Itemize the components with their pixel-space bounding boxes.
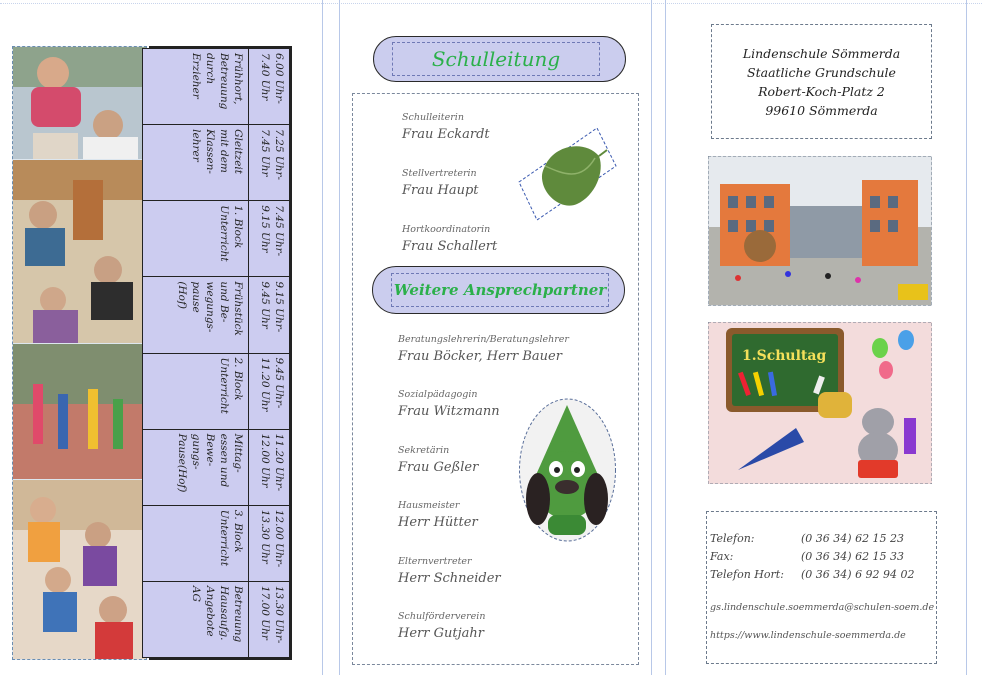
contact-label: Fax: bbox=[710, 550, 734, 563]
school-photo-strip bbox=[12, 46, 147, 660]
daily-schedule-table bbox=[149, 46, 292, 660]
street-address: Robert-Koch-Platz 2 bbox=[758, 83, 885, 99]
schedule-activity: Frühstück und Be- wegungs- pause (Hof) bbox=[143, 277, 249, 353]
person-name: Herr Gutjahr bbox=[398, 626, 484, 641]
schedule-time: 6.00 Uhr- 7.40 Uhr bbox=[249, 49, 290, 125]
school-name: Lindenschule Sömmerda bbox=[742, 45, 901, 61]
role-label: Elternvertreter bbox=[398, 556, 472, 567]
school-type: Staatliche Grundschule bbox=[747, 64, 896, 80]
schedule-activity: 1. Block Unterricht bbox=[143, 201, 249, 277]
schedule-time: 7.45 Uhr- 9.15 Uhr bbox=[249, 201, 290, 277]
schedule-time: 9.15 Uhr- 9.45 Uhr bbox=[249, 277, 290, 353]
website-url[interactable]: https://www.lindenschule-soemmerda.de bbox=[710, 630, 906, 641]
email-address[interactable]: gs.lindenschule.soemmerda@schulen-soem.de bbox=[710, 602, 935, 613]
person-name: Frau Schallert bbox=[402, 239, 498, 254]
postal-city: 99610 Sömmerda bbox=[765, 102, 878, 118]
contact-label: Telefon: bbox=[710, 532, 755, 545]
first-school-day-illustration bbox=[708, 322, 932, 484]
top-margin-guide bbox=[0, 3, 982, 4]
role-label: Sozialpädagogin bbox=[398, 389, 478, 400]
school-building-photo bbox=[708, 156, 932, 306]
person-name: Frau Haupt bbox=[402, 183, 479, 198]
column-guide bbox=[651, 0, 652, 675]
weitere-heading bbox=[372, 266, 625, 314]
photo-autumn-walk bbox=[13, 344, 146, 479]
schedule-activity: Frühhort, Betreuung durch Erzieher bbox=[143, 49, 249, 125]
mascot-image bbox=[518, 397, 617, 543]
fax-number: (0 36 34) 62 15 33 bbox=[801, 550, 905, 563]
person-name: Frau Böcker, Herr Bauer bbox=[398, 349, 562, 364]
school-address bbox=[711, 24, 932, 139]
schedule-time: 7.25 Uhr- 7.45 Uhr bbox=[249, 125, 290, 201]
schedule-time: 12.00 Uhr- 13.30 Uhr bbox=[249, 505, 290, 581]
schedule-time: 11.20 Uhr- 12.00 Uhr bbox=[249, 429, 290, 505]
contact-row bbox=[710, 568, 915, 581]
schulleitung-heading bbox=[373, 36, 626, 82]
photo-children-costumes bbox=[13, 480, 146, 659]
role-label: Beratungslehrerin/Beratungslehrer bbox=[398, 334, 569, 345]
contact-row bbox=[710, 532, 905, 545]
person-name: Frau Geßler bbox=[398, 460, 479, 475]
person-name: Frau Witzmann bbox=[398, 404, 500, 419]
schedule-activity: Gleitzeit mit dem Klassen- lehrer bbox=[143, 125, 249, 201]
role-label: Hausmeister bbox=[398, 500, 460, 511]
role-label: Hortkoordinatorin bbox=[402, 224, 491, 235]
weitere-title: Weitere Ansprechpartner bbox=[391, 273, 609, 307]
person-name: Herr Hütter bbox=[398, 515, 478, 530]
schedule-time: 13.30 Uhr- 17.00 Uhr bbox=[249, 581, 290, 657]
schulleitung-title: Schulleitung bbox=[392, 42, 600, 76]
column-guide bbox=[322, 0, 323, 675]
column-guide bbox=[665, 0, 666, 675]
role-label: Stellvertreterin bbox=[402, 168, 477, 179]
contact-row bbox=[710, 550, 905, 563]
hort-phone-number: (0 36 34) 6 92 94 02 bbox=[801, 568, 915, 581]
role-label: Schulförderverein bbox=[398, 611, 486, 622]
column-guide bbox=[339, 0, 340, 675]
person-name: Frau Eckardt bbox=[402, 127, 490, 142]
schedule-activity: 2. Block Unterricht bbox=[143, 353, 249, 429]
schedule-activity: Mittag- essen und Bewe- gungs- Pause(Hof) bbox=[143, 429, 249, 505]
contact-label: Telefon Hort: bbox=[710, 568, 784, 581]
role-label: Schulleiterin bbox=[402, 112, 464, 123]
role-label: Sekretärin bbox=[398, 445, 450, 456]
schedule-activity: Betreuung Hausaufg. Angebote AG bbox=[143, 581, 249, 657]
photo-classroom bbox=[13, 160, 146, 343]
contact-info-box bbox=[706, 511, 937, 664]
schedule-activity: 3. Block Unterricht bbox=[143, 505, 249, 581]
column-guide bbox=[966, 0, 967, 675]
person-name: Herr Schneider bbox=[398, 571, 501, 586]
schedule-time: 9.45 Uhr- 11.20 Uhr bbox=[249, 353, 290, 429]
chalkboard-text: 1.Schultag bbox=[742, 348, 827, 364]
linden-leaf-image bbox=[515, 126, 620, 223]
photo-children-learning bbox=[13, 47, 146, 159]
phone-number: (0 36 34) 62 15 23 bbox=[801, 532, 905, 545]
